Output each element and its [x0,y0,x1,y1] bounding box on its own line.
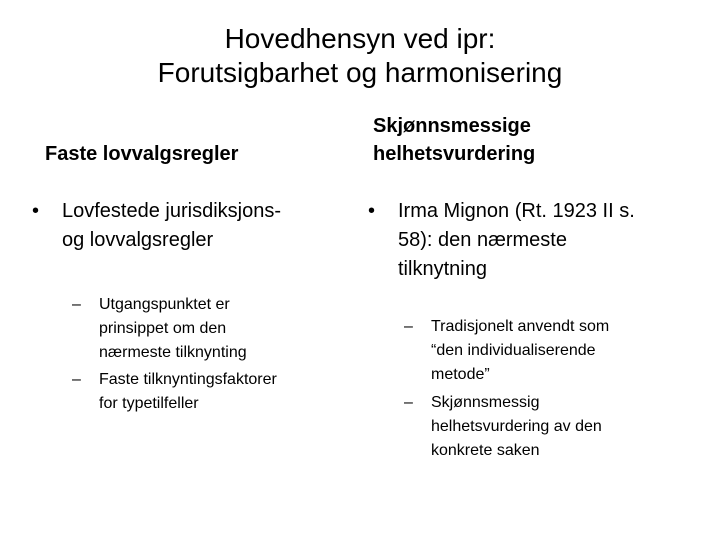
left-sub-line: Utgangspunktet er [99,296,230,313]
bullet-marker: • [368,200,376,222]
left-sub-line: for typetilfeller [99,395,199,412]
left-bullet-line: Lovfestede jurisdiksjons- [62,200,281,222]
title-line-1: Hovedhensyn ved ipr: [224,23,496,54]
title-line-2: Forutsigbarhet og harmonisering [157,57,563,88]
right-heading-line: Skjønnsmessige [373,115,531,137]
right-sub-line: Tradisjonelt anvendt som [431,318,610,335]
slide-title [0,22,720,90]
dash-marker: – [404,394,413,411]
right-sub-line: konkrete saken [431,442,540,459]
right-sub-text [431,391,602,463]
right-bullet-line: tilknytning [398,258,487,280]
right-sub-line: helhetsvurdering av den [431,418,602,435]
left-column-heading: Faste lovvalgsregler [45,143,239,165]
left-sub-line: prinsippet om den [99,320,227,337]
right-column-heading [373,112,535,168]
right-bullet-line: 58): den nærmeste [398,229,567,251]
right-sub-text [431,315,609,387]
dash-marker: – [72,371,81,388]
dash-marker: – [72,296,81,313]
right-sub-line: metode” [431,366,490,383]
left-bullet-text [62,197,281,255]
left-sub-line: nærmeste tilknynting [99,344,247,361]
bullet-marker: • [32,200,40,222]
left-sub-text [99,368,277,416]
right-bullet-line: Irma Mignon (Rt. 1923 II s. [398,200,635,222]
left-sub-text [99,293,247,365]
left-bullet-line: og lovvalgsregler [62,229,214,251]
right-sub-line: “den individualiserende [431,342,596,359]
right-heading-line: helhetsvurdering [373,143,536,165]
left-sub-line: Faste tilknyntingsfaktorer [99,371,277,388]
right-bullet-text [398,197,635,284]
dash-marker: – [404,318,413,335]
right-sub-line: Skjønnsmessig [431,394,540,411]
